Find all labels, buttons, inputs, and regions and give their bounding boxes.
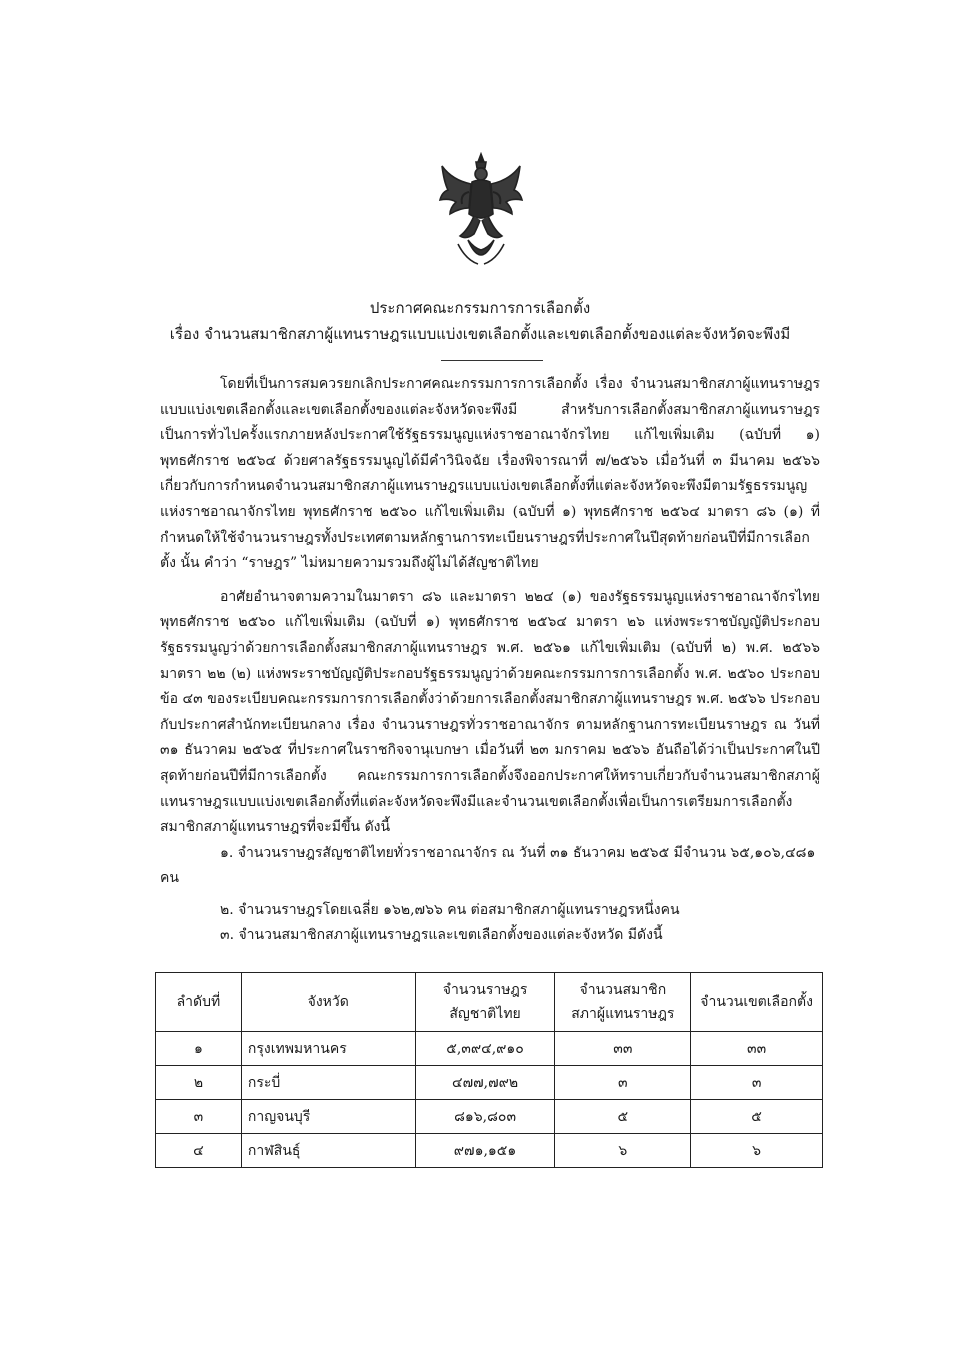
table-row — [156, 1100, 823, 1134]
authority-paragraph: อาศัยอำนาจตามความในมาตรา ๘๖ และมาตรา ๒๒๔ (๑) ของรัฐธรรมนูญแห่งราชอาณาจักรไทย พุทธศักราช ๒๕๖๐ แก้ไขเพิ่มเติม (ฉบับที่ ๑) พุทธศักราช ๒๕๖๔ มาตรา ๒๖ แห่งพระราชบัญญัติประกอบรัฐธรรมนูญว่าด้วยการเลือกตั้งสมาชิกสภาผู้แทนราษฎร พ.ศ. ๒๕๖๑ แก้ไขเพิ่มเติม (ฉบับที่ ๒) พ.ศ. ๒๕๖๖ มาตรา ๒๒ (๒) แห่งพระราชบัญญัติประกอบรัฐธรรมนูญว่าด้วยคณะกรรมการการเลือกตั้ง พ.ศ. ๒๕๖๐ ประกอบข้อ ๔๓ ของระเบียบคณะกรรมการการเลือกตั้งว่าด้วยการเลือกตั้งสมาชิกสภาผู้แทนราษฎร พ.ศ. ๒๕๖๖ ประกอบกับประกาศสำนักทะเบียนกลาง เรื่อง จำนวนราษฎรทั่วราชอาณาจักร ตามหลักฐานการทะเบียนราษฎร ณ วันที่ ๓๑ ธันวาคม ๒๕๖๕ ที่ประกาศในราชกิจจานุเบกษา เมื่อวันที่ ๒๓ มกราคม ๒๕๖๖ อันถือได้ว่าเป็นประกาศในปีสุดท้ายก่อนปีที่มีการเลือกตั้ง คณะกรรมการการเลือกตั้งจึงออกประกาศให้ทราบเกี่ยวกับจำนวนสมาชิกสภาผู้แทนราษฎรแบบแบ่งเขตเลือกตั้งที่แต่ละจังหวัดจะพึงมีและจำนวนเขตเลือกตั้งเพื่อเป็นการเตรียมการเลือกตั้งสมาชิกสภาผู้แทนราษฎรที่จะมีขึ้น ดังนี้ — [160, 588, 820, 836]
cell-members: ๕ — [555, 1100, 691, 1134]
header-members: จำนวนสมาชิก สภาผู้แทนราษฎร — [555, 973, 691, 1032]
cell-districts: ๕ — [691, 1100, 823, 1134]
table-row — [156, 1032, 823, 1066]
cell-population: ๕,๓๙๔,๙๑๐ — [415, 1032, 555, 1066]
cell-members: ๖ — [555, 1134, 691, 1168]
item-average: ๒. จำนวนราษฎรโดยเฉลี่ย ๑๖๒,๗๖๖ คน ต่อสมาชิกสภาผู้แทนราษฎรหนึ่งคน — [220, 901, 680, 918]
cell-population: ๘๑๖,๘๐๓ — [415, 1100, 555, 1134]
header-order: ลำดับที่ — [156, 973, 242, 1032]
cell-province: กรุงเทพมหานคร — [241, 1032, 415, 1066]
header-districts: จำนวนเขตเลือกตั้ง — [691, 973, 823, 1032]
cell-districts: ๖ — [691, 1134, 823, 1168]
cell-population: ๔๗๗,๗๙๒ — [415, 1066, 555, 1100]
item-population: ๑. จำนวนราษฎรสัญชาติไทยทั่วราชอาณาจักร ณ วันที่ ๓๑ ธันวาคม ๒๕๖๕ มีจำนวน ๖๕,๑๐๖,๔๘๑ คน — [160, 844, 816, 887]
cell-districts: ๓ — [691, 1066, 823, 1100]
announcement-subject: เรื่อง จำนวนสมาชิกสภาผู้แทนราษฎรแบบแบ่งเขตเลือกตั้งและเขตเลือกตั้งของแต่ละจังหวัดจะพึงมี — [169, 325, 791, 343]
table-row — [156, 1066, 823, 1100]
table-header-row — [156, 973, 823, 1032]
cell-order: ๓ — [156, 1100, 242, 1134]
province-table — [155, 972, 823, 1168]
cell-districts: ๓๓ — [691, 1032, 823, 1066]
cell-order: ๑ — [156, 1032, 242, 1066]
cell-province: กาญจนบุรี — [241, 1100, 415, 1134]
preamble-paragraph: โดยที่เป็นการสมควรยกเลิกประกาศคณะกรรมการการเลือกตั้ง เรื่อง จำนวนสมาชิกสภาผู้แทนราษฎรแบบแบ่งเขตเลือกตั้งและเขตเลือกตั้งของแต่ละจังหวัดจะพึงมี สำหรับการเลือกตั้งสมาชิกสภาผู้แทนราษฎรเป็นการทั่วไปครั้งแรกภายหลังประกาศใช้รัฐธรรมนูญแห่งราชอาณาจักรไทย แก้ไขเพิ่มเติม (ฉบับที่ ๑) พุทธศักราช ๒๕๖๔ ด้วยศาลรัฐธรรมนูญได้มีคำวินิจฉัย เรื่องพิจารณาที่ ๗/๒๕๖๖ เมื่อวันที่ ๓ มีนาคม ๒๕๖๖ เกี่ยวกับการกำหนดจำนวนสมาชิกสภาผู้แทนราษฎรแบบแบ่งเขตเลือกตั้งที่แต่ละจังหวัดจะพึงมีตามรัฐธรรมนูญแห่งราชอาณาจักรไทย พุทธศักราช ๒๕๖๐ แก้ไขเพิ่มเติม (ฉบับที่ ๑) พุทธศักราช ๒๕๖๔ มาตรา ๘๖ (๑) ที่กำหนดให้ใช้จำนวนราษฎรทั้งประเทศตามหลักฐานการทะเบียนราษฎรที่ประกาศในปีสุดท้ายก่อนปีที่มีการเลือกตั้ง นั้น คำว่า “ราษฎร” ไม่หมายความรวมถึงผู้ไม่ได้สัญชาติไทย — [160, 376, 820, 572]
cell-members: ๓ — [555, 1066, 691, 1100]
garuda-emblem-icon — [438, 152, 524, 270]
header-population: จำนวนราษฎร สัญชาติไทย — [415, 973, 555, 1032]
announcement-body — [160, 372, 820, 949]
title-divider — [441, 360, 543, 361]
cell-province: กาฬสินธุ์ — [241, 1134, 415, 1168]
table-row — [156, 1134, 823, 1168]
cell-members: ๓๓ — [555, 1032, 691, 1066]
announcement-title: ประกาศคณะกรรมการการเลือกตั้ง — [369, 299, 591, 317]
item-table-intro: ๓. จำนวนสมาชิกสภาผู้แทนราษฎรและเขตเลือกตั้งของแต่ละจังหวัด มีดังนี้ — [220, 927, 663, 944]
cell-population: ๙๗๑,๑๕๑ — [415, 1134, 555, 1168]
cell-order: ๒ — [156, 1066, 242, 1100]
cell-order: ๔ — [156, 1134, 242, 1168]
header-province: จังหวัด — [241, 973, 415, 1032]
cell-province: กระบี่ — [241, 1066, 415, 1100]
